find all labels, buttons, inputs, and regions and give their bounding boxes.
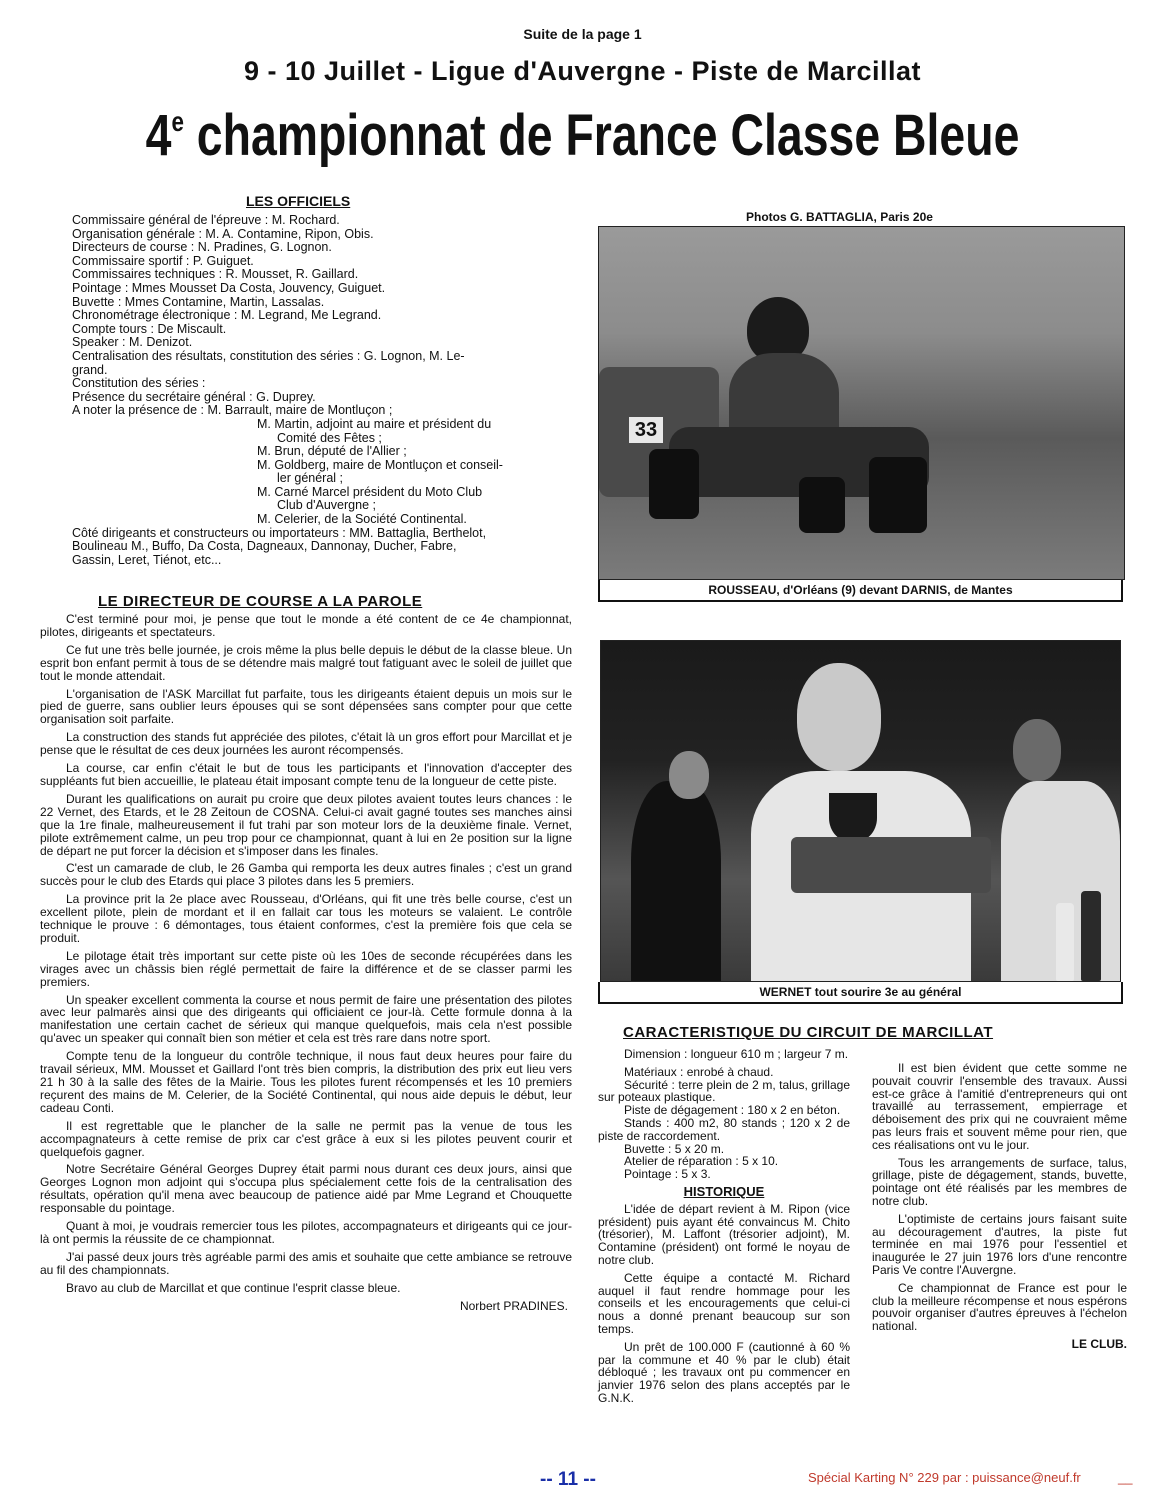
club-signature: LE CLUB. — [1071, 1336, 1127, 1351]
article-paragraph: La course, car enfin c'était le but de tous les participants et l'innovation d'accepter des suppléants fut bien accueillie, le plateau était imposant compte tenu de la longueur de cette piste. — [40, 761, 572, 788]
club-paragraph: L'optimiste de certains jours faisant suite au découragement d'autres, la piste fut terminée en mai 1976 pour l'essentiel et inaugurée le 27 juin 1976 lors d'une rencontre Paris Ve contre l'Auvergne. — [872, 1211, 1127, 1277]
officiel-line: M. Celerier, de la Société Continental. — [257, 512, 467, 527]
bottle — [1081, 891, 1101, 981]
officiel-line: grand. — [72, 362, 108, 377]
bottle — [1056, 903, 1074, 981]
trophy-cup — [829, 793, 877, 843]
historique-paragraph: Un prêt de 100.000 F (cautionné à 60 % par la commune et 40 % par le club) était débloqué ; les travaux ont pu commencer en janvier 1976 selon des plans acceptés par le G.N.K. — [598, 1339, 850, 1405]
kart-wheel — [649, 449, 699, 519]
article-paragraph: Notre Secrétaire Général Georges Duprey était parmi nous durant ces deux jours, ainsi que Georges Lognon mon adjoint qui s'occupa plus spécialement cette fois de la centralisation des résultats, opération qu'il mena avec beaucoup de patience aidé par Mme Legrand et Chouquette responsable du pointage. — [40, 1162, 572, 1216]
article-paragraph: Il est regrettable que le plancher de la salle ne permit pas la venue de tous les accompagnateurs à cette remise de prix car c'est grâce à eux si les pilotes peuvent courir et quelquefois gagner. — [40, 1118, 572, 1159]
officiel-line: A noter la présence de : M. Barrault, maire de Montluçon ; — [72, 403, 393, 418]
trophy-photo — [600, 640, 1121, 982]
article-paragraph: Quant à moi, je voudrais remercier tous les pilotes, accompagnateurs et dirigeants qui ce jour-là ont permis la réussite de ce championnat. — [40, 1219, 572, 1246]
officiel-line: Présence du secrétaire général : G. Duprey. — [72, 389, 316, 404]
article-paragraph: C'est un camarade de club, le 26 Gamba qui remporta les deux autres finales ; c'est un grand succès pour le club des Etards qui place 3 pilotes dans les 5 premiers. — [40, 861, 572, 889]
officiel-line: M. Brun, député de l'Allier ; — [257, 444, 407, 459]
article-paragraph: Bravo au club de Marcillat et que continue l'esprit classe bleue. — [66, 1280, 401, 1295]
scan-credit: Spécial Karting N° 229 par : puissance@neuf.fr — [808, 1470, 1081, 1485]
person-head — [669, 751, 709, 799]
title-superscript: e — [171, 106, 184, 137]
event-subtitle: 9 - 10 Juillet - Ligue d'Auvergne - Piste de Marcillat — [243, 56, 922, 86]
person-head — [1013, 719, 1061, 781]
winner-head — [797, 663, 881, 771]
kart-number-plate: 33 — [629, 417, 663, 443]
person-silhouette — [631, 781, 721, 981]
article-paragraph: Le pilotage était très important sur cette piste où les 10es de seconde récupérées dans les virages avec un châssis bien réglé permettait de faire la différence et de se classer parmi les premiers. — [40, 948, 572, 989]
officiel-line: Gassin, Leret, Tiénot, etc... — [72, 552, 222, 567]
officiel-line: Compte tours : De Miscault. — [72, 321, 227, 336]
article-paragraph: Compte tenu de la longueur du contrôle technique, il nous faut deux heures pour faire du travail sérieux, MM. Mousset et Gaillard l'ont très bien compris, la distribution des prix eut lieu vers 21 h 30 à la salle des fêtes de la Mairie. Tous les pilotes furent récompensés et les 10 premiers reçurent des mains de M. Celerier, de la Société Continental, qui nous aide depuis le début, leur cadeau Conti. — [40, 1049, 572, 1115]
officiel-line: Chronométrage électronique : M. Legrand, Me Legrand. — [72, 308, 382, 323]
article-paragraph: Ce fut une très belle journée, je crois même la plus belle depuis le début de la classe bleue. Un esprit bon enfant permit à tous de se détendre mais malgré tout fatiguant avec le soleil de juillet que tout le monde attendait. — [40, 642, 572, 683]
kart-wheel — [869, 457, 927, 533]
officiel-line: Boulineau M., Buffo, Da Costa, Dagneaux, Dannonay, Ducher, Fabre, — [72, 539, 457, 554]
officiel-line: Directeurs de course : N. Pradines, G. Lognon. — [72, 240, 332, 255]
officiels-lines — [72, 214, 577, 418]
officiel-line: Pointage : Mmes Mousset Da Costa, Jouvency, Guiguet. — [72, 280, 386, 295]
article-paragraph: Durant les qualifications on aurait pu croire que deux pilotes avaient toutes leurs chances : le 22 Vernet, des Etards, et le 28 Zeitoun de COSNA. Celui-ci avait gagné toutes ses manches ainsi que la 1re finale, malheureusement il fut trahi par son moteur lors de la deuxième finale. Vernet, pilote extrêmement calme, un peu trop pour ce championnat, quant à lui en 2e position sur la ligne de départ ne put forcer la décision et s'imposer dans les finales. — [40, 791, 572, 858]
officiels-heading: LES OFFICIELS — [246, 193, 351, 209]
officiel-line: Speaker : M. Denizot. — [72, 335, 193, 350]
officiel-line: Constitution des séries : — [72, 376, 206, 391]
photo-credit: Photos G. BATTAGLIA, Paris 20e — [746, 210, 933, 224]
circuit-spec: Piste de dégagement : 180 x 2 en béton. — [624, 1103, 841, 1118]
directeur-heading: LE DIRECTEUR DE COURSE A LA PAROLE — [98, 593, 423, 610]
historique-paragraph: L'idée de départ revient à M. Ripon (vice président) puis ayant été convaincus M. Chito (trésorier), M. Laffont (trésorier adjoint), M. Contamine (président) ont formé le noyau de notre club. — [598, 1201, 850, 1267]
kart-wheel — [799, 477, 845, 533]
officiels-list — [72, 214, 577, 567]
officiel-line: Côté dirigeants et constructeurs ou importateurs : MM. Battaglia, Berthelot, — [72, 525, 487, 540]
officiel-line: Buvette : Mmes Contamine, Martin, Lassalas. — [72, 294, 325, 309]
photo-caption: WERNET tout sourire 3e au général — [598, 982, 1123, 1004]
footer-mark: __ — [1118, 1470, 1133, 1485]
circuit-column-left — [598, 1048, 850, 1410]
officiel-line: ler général ; — [277, 471, 344, 486]
page-number: -- 11 -- — [540, 1469, 596, 1490]
photo-caption: ROUSSEAU, d'Orléans (9) devant DARNIS, de Mantes — [598, 580, 1123, 602]
circuit-spec: Dimension : longueur 610 m ; largeur 7 m. — [624, 1047, 849, 1061]
title-number: 4 — [145, 103, 172, 168]
circuit-spec: Pointage : 5 x 3. — [624, 1167, 711, 1182]
circuit-column-right — [872, 1062, 1127, 1351]
historique-heading: HISTORIQUE — [683, 1183, 765, 1199]
officiel-line: Comité des Fêtes ; — [277, 430, 382, 445]
officiel-line: Commissaire sportif : P. Guiguet. — [72, 253, 254, 268]
officiel-line: M. Carné Marcel président du Moto Club — [257, 484, 483, 499]
officiel-line: Commissaires techniques : R. Mousset, R. Gaillard. — [72, 267, 359, 282]
article-paragraph: La province prit la 2e place avec Rousseau, d'Orléans, qui fit une très belle course, c'est un excellent pilote, plein de mordant et il en fallait car tous les moteurs se valaient. Le contrôle technique le prouve : 6 démontages, tous étaient conformes, c'est la première fois que cela se produit. — [40, 892, 572, 945]
circuit-spec: Buvette : 5 x 20 m. — [624, 1141, 725, 1156]
club-paragraph: Tous les arrangements de surface, talus, grillage, piste de dégagement, stands, buvette, pointage ont été réalisés par les membres de notre club. — [872, 1155, 1127, 1208]
officiel-line: Commissaire général de l'épreuve : M. Rochard. — [72, 213, 340, 227]
club-paragraph: Ce championnat de France est pour le club la meilleure récompense et nous espérons pouvoir organiser d'autres épreuves à l'échelon national. — [872, 1280, 1127, 1334]
club-paragraph: Il est bien évident que cette somme ne pouvait couvrir l'ensemble des travaux. Aussi est-ce grâce à l'amitié d'entrepreneurs qui ont travaillé au terrassement, empierrage et déboisement des prix qui ne couvraient même pas leurs frais et souvent même pour rien, que ces réalisations ont vu le jour. — [872, 1061, 1127, 1152]
directeur-article — [40, 613, 572, 1313]
circuit-heading: CARACTERISTIQUE DU CIRCUIT DE MARCILLAT — [623, 1024, 994, 1041]
circuit-spec: Stands : 400 m2, 80 stands ; 120 x 2 de piste de raccordement. — [598, 1115, 850, 1143]
article-paragraph: C'est terminé pour moi, je pense que tout le monde a été content de ce 4e championnat, pilotes, dirigeants et spectateurs. — [40, 612, 572, 639]
officiel-line: Organisation générale : M. A. Contamine, Ripon, Obis. — [72, 226, 374, 241]
article-paragraph: J'ai passé deux jours très agréable parmi des amis et souhaite que cette ambiance se retrouve au fil des championnats. — [40, 1249, 572, 1277]
directeur-signature: Norbert PRADINES. — [459, 1298, 568, 1313]
officiels-indented — [72, 418, 577, 527]
article-title — [117, 102, 1049, 169]
article-paragraph: La construction des stands fut appréciée des pilotes, c'était là un gros effort pour Marcillat et je pense que le résultat de ces deux journées les auront récompensés. — [40, 730, 572, 758]
circuit-spec: Matériaux : enrobé à chaud. — [624, 1064, 774, 1079]
historique-paragraph: Cette équipe a contacté M. Richard auquel il faut rendre hommage pour les conseils et les encouragements que celui-ci nous a donné prenant beaucoup sur son temps. — [598, 1270, 850, 1336]
continued-from-label: Suite de la page 1 — [523, 26, 642, 42]
officiel-line: Club d'Auvergne ; — [277, 498, 376, 513]
article-paragraph: Un speaker excellent commenta la course et nous permit de faire une présentation des pilotes avec leur palmarès ainsi que des dirigeants qui officiaient ce jour-là. Cette formule donna à la manifestation une certain cachet de sérieux qui manque quelquefois, mais cela n'est possible qu'avec un speaker qui connaît bien son métier et cela est très rare dans notre sport. — [40, 992, 572, 1046]
article-paragraph: L'organisation de l'ASK Marcillat fut parfaite, tous les dirigeants étaient depuis un mois sur le pied de guerre, sans oublier leurs épouses qui se sont dépensées sans compter pour que cette organisation soit parfaite. — [40, 686, 572, 727]
officiel-line: M. Goldberg, maire de Montluçon et conseil- — [257, 457, 503, 472]
title-text: championnat de France Classe Bleue — [183, 103, 1020, 168]
prize-tray — [791, 837, 991, 893]
officiels-tail — [72, 527, 577, 568]
circuit-spec: Sécurité : terre plein de 2 m, talus, grillage sur poteaux plastique. — [598, 1077, 850, 1105]
kart-race-photo — [598, 226, 1125, 580]
officiel-line: M. Martin, adjoint au maire et président du — [257, 416, 492, 431]
circuit-spec: Atelier de réparation : 5 x 10. — [624, 1154, 779, 1169]
officiel-line: Centralisation des résultats, constitution des séries : G. Lognon, M. Le- — [72, 348, 465, 363]
